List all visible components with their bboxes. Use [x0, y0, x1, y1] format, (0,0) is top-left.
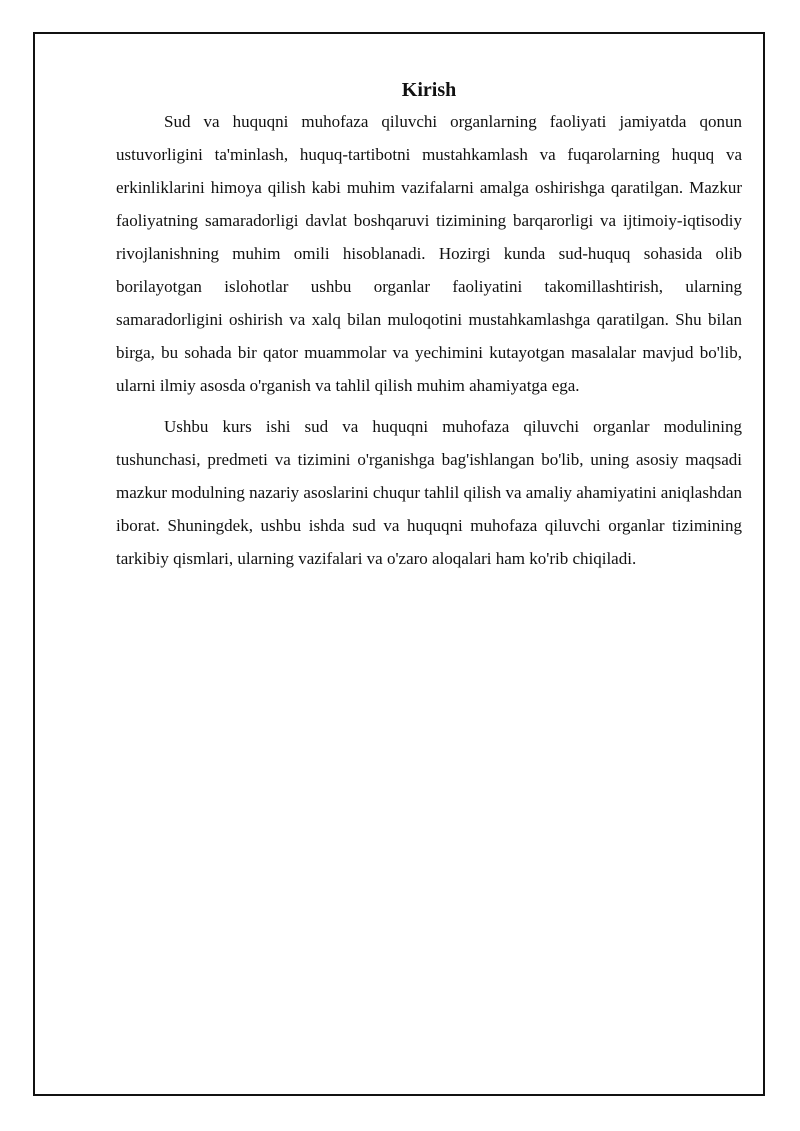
page-content — [116, 54, 742, 575]
paragraph-purpose: Ushbu kurs ishi sud va huquqni muhofaza qiluvchi organlar modulining tushunchasi, predmeti va tizimini o'rganishga bag'ishlangan bo'lib, uning asosiy maqsadi mazkur modulning nazariy asoslarini chuqur tahlil qilish va amaliy ahamiyatini aniqlashdan iborat. Shuningdek, ushbu ishda sud va huquqni muhofaza qiluvchi organlar tizimining tarkibiy qismlari, ularning vazifalari va o'zaro aloqalari ham ko'rib chiqiladi. — [116, 417, 743, 568]
section-title: Kirish — [401, 79, 457, 101]
paragraph-intro: Sud va huquqni muhofaza qiluvchi organlarning faoliyati jamiyatda qonun ustuvorligini ta'minlash, huquq-tartibotni mustahkamlash va fuqarolarning huquq va erkinliklarini himoya qilish kabi muhim vazifalarni amalga oshirishga qaratilgan. Mazkur faoliyatning samaradorligi davlat boshqaruvi tizimining barqarorligi va ijtimoiy-iqtisodiy rivojlanishning muhim omili hisoblanadi. Hozirgi kunda sud-huquq sohasida olib borilayotgan islohotlar ushbu organlar faoliyatini takomillashtirish, ularning samaradorligini oshirish va xalq bilan muloqotini mustahkamlashga qaratilgan. Shu bilan birga, bu sohada bir qator muammolar va yechimini kutayotgan masalalar mavjud bo'lib, ularni ilmiy asosda o'rganish va tahlil qilish muhim ahamiyatga ega. — [116, 112, 742, 395]
page-border — [33, 32, 765, 1096]
